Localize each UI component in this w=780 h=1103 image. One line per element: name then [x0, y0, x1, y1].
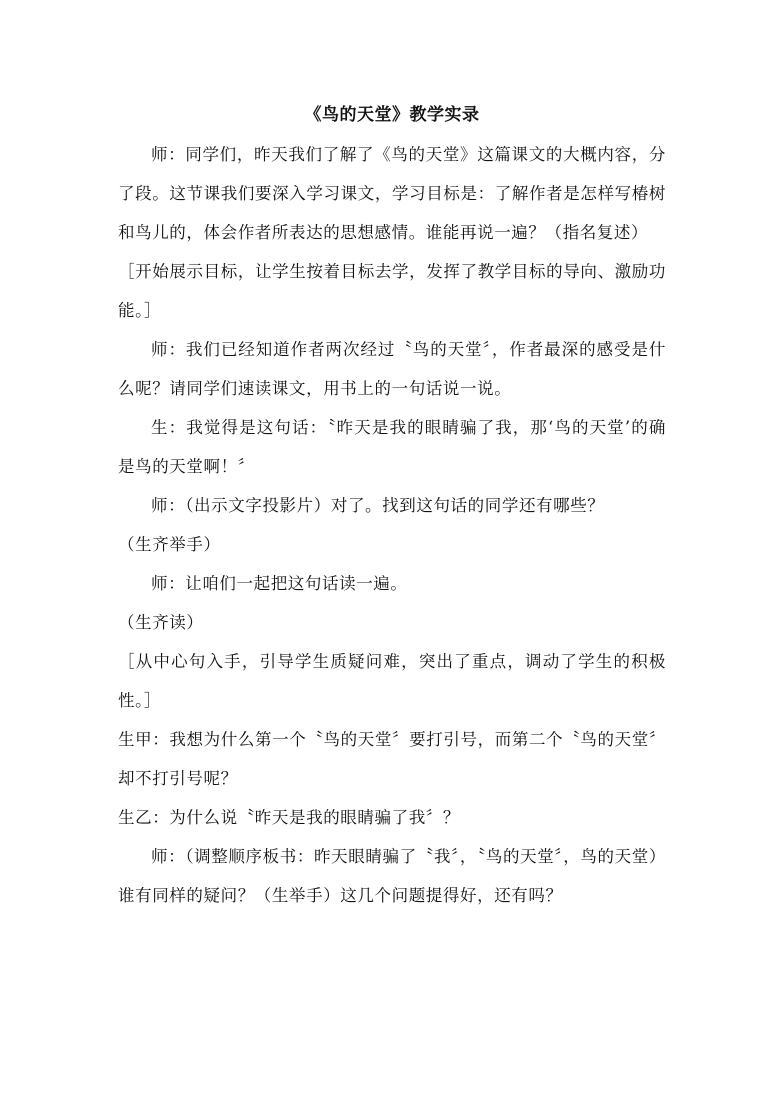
paragraph: ［从中心句入手，引导学生质疑问难，突出了重点，调动了学生的积极性。］ [118, 652, 666, 710]
paragraph: 师：我们已经知道作者两次经过〝鸟的天堂〞，作者最深的感受是什么呢？请同学们速读课文，用书上的一句话说一说。 [118, 340, 666, 398]
paragraph: 生甲：我想为什么第一个〝鸟的天堂〞要打引号，而第二个〝鸟的天堂〞却不打引号呢？ [118, 730, 666, 788]
paragraph: 师：（调整顺序板书：昨天眼睛骗了〝我〞，〝鸟的天堂〞，鸟的天堂）谁有同样的疑问？（生举手）这几个问题提得好，还有吗？ [118, 847, 666, 905]
paragraph: ［开始展示目标，让学生按着目标去学，发挥了教学目标的导向、激励功能。］ [118, 262, 666, 320]
paragraph: 生乙：为什么说〝昨天是我的眼睛骗了我〞？ [118, 808, 460, 827]
paragraph: （生齐举手） [118, 535, 221, 554]
document-page [118, 96, 666, 915]
paragraph: 师：（出示文字投影片）对了。找到这句话的同学还有哪些？ [151, 496, 605, 515]
paragraph: （生齐读） [118, 613, 204, 632]
paragraph: 师：让咱们一起把这句话读一遍。 [151, 574, 408, 593]
paragraph: 师：同学们，昨天我们了解了《鸟的天堂》这篇课文的大概内容，分了段。这节课我们要深入学习课文，学习目标是：了解作者是怎样写椿树和鸟儿的，体会作者所表达的思想感情。谁能再说一遍？（指名复述） [118, 145, 666, 242]
document-title: 《鸟的天堂》教学实录 [304, 105, 480, 125]
paragraph: 生：我觉得是这句话：〝昨天是我的眼睛骗了我，那‘鸟的天堂’的确是鸟的天堂啊！〞 [118, 418, 666, 476]
